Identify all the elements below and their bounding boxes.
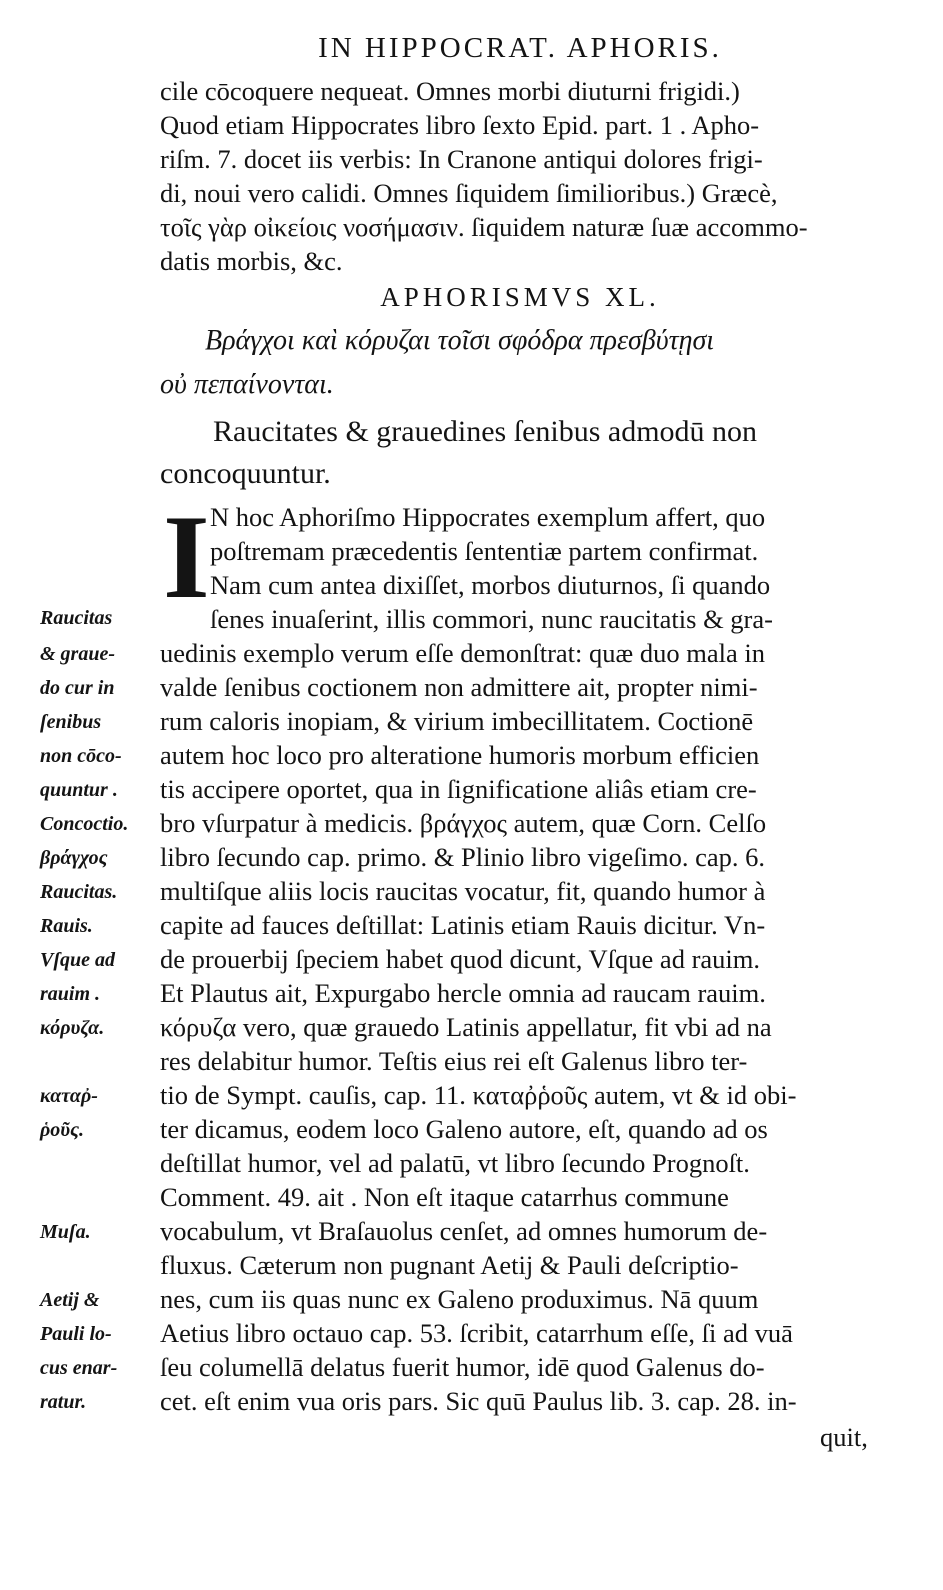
text-line: Quod etiam Hippocrates libro ſexto Epid. part. 1 . Apho- — [160, 110, 760, 140]
marginal-note: Aetij & — [40, 1289, 100, 1311]
running-head: IN HIPPOCRAT. APHORIS. — [318, 32, 722, 64]
marginal-note: non cōco- — [40, 745, 122, 767]
marginal-note: κόρυζα. — [40, 1017, 105, 1039]
text-line: valde ſenibus coctionem non admittere ait, propter nimi- — [160, 672, 758, 702]
aphorism-heading: APHORISMVS XL. — [380, 282, 660, 312]
marginal-note: ratur. — [40, 1391, 87, 1413]
text-line: ſenes inuaſerint, illis commori, nunc raucitatis & gra- — [210, 604, 773, 634]
marginal-note: ῥοῦς. — [40, 1119, 85, 1141]
drop-cap: I — [163, 490, 210, 623]
marginal-note: Vſque ad — [40, 949, 115, 971]
text-line: poſtremam præcedentis ſententiæ partem confirmat. — [210, 536, 759, 566]
text-line: Aetius libro octauo cap. 53. ſcribit, catarrhum eſſe, ſi ad vuā — [160, 1318, 793, 1348]
marginal-note: do cur in — [40, 677, 115, 699]
text-line: di, noui vero calidi. Omnes ſiquidem ſimilioribus.) Græcè, — [160, 178, 778, 208]
text-line: Nam cum antea dixiſſet, morbos diuturnos, ſi quando — [210, 570, 771, 600]
text-line: cile cōcoquere nequeat. Omnes morbi diuturni frigidi.) — [160, 76, 740, 106]
text-line: cet. eſt enim vua oris pars. Sic quū Paulus lib. 3. cap. 28. in- — [160, 1386, 797, 1416]
catch-word: quit, — [820, 1422, 868, 1452]
marginal-note: Muſa. — [40, 1221, 91, 1243]
marginal-note: βράγχος — [40, 847, 108, 869]
text-line: deſtillat humor, vel ad palatū, vt libro ſecundo Prognoſt. — [160, 1148, 750, 1178]
text-line: tio de Sympt. cauſis, cap. 11. καταῤῥοῦς autem, vt & id obi- — [160, 1080, 797, 1110]
marginal-note: Pauli lo- — [40, 1323, 112, 1345]
continuation-text — [160, 74, 890, 278]
marginal-note: Raucitas — [40, 607, 113, 629]
text-line: nes, cum iis quas nunc ex Galeno produximus. Nā quum — [160, 1284, 759, 1314]
commentary-text — [160, 490, 890, 1418]
text-line: de prouerbij ſpeciem habet quod dicunt, Vſque ad rauim. — [160, 944, 761, 974]
marginal-note: Concoctio. — [40, 813, 129, 835]
latin-translation-line: concoquuntur. — [160, 457, 331, 490]
text-line: riſm. 7. docet iis verbis: In Cranone antiqui dolores frigi- — [160, 144, 763, 174]
marginal-note: cus enar- — [40, 1357, 118, 1379]
marginal-note: καταῤ- — [40, 1085, 98, 1107]
text-line: τοῖς γὰρ οἰκείοις νοσήμασιν. ſiquidem naturæ ſuæ accommo- — [160, 212, 808, 242]
marginal-note: Rauis. — [40, 915, 93, 937]
text-line: capite ad fauces deſtillat: Latinis etiam Rauis dicitur. Vn- — [160, 910, 766, 940]
marginal-note: & graue- — [40, 643, 115, 665]
text-line: fluxus. Cæterum non pugnant Aetij & Pauli deſcriptio- — [160, 1250, 739, 1280]
text-line: multiſque aliis locis raucitas vocatur, fit, quando humor à — [160, 876, 766, 906]
greek-line: Βράγχοι καὶ κόρυζαι τοῖσι σφόδρα πρεσβύτῃσι — [205, 325, 715, 356]
text-line: libro ſecundo cap. primo. & Plinio libro vigeſimo. cap. 6. — [160, 842, 765, 872]
text-line: rum caloris inopiam, & virium imbecillitatem. Coctionē — [160, 706, 754, 736]
marginal-note: Raucitas. — [40, 881, 118, 903]
text-line: Comment. 49. ait . Non eſt itaque catarrhus commune — [160, 1182, 729, 1212]
text-line: bro vſurpatur à medicis. βράγχος autem, quæ Corn. Celſo — [160, 808, 767, 838]
marginal-note: quuntur . — [40, 779, 118, 801]
marginal-note: rauim . — [40, 983, 101, 1005]
text-line: autem hoc loco pro alteratione humoris morbum efficien — [160, 740, 760, 770]
text-line: vocabulum, vt Braſauolus cenſet, ad omnes humorum de- — [160, 1216, 768, 1246]
marginal-note: ſenibus — [40, 711, 102, 733]
text-line: uedinis exemplo verum eſſe demonſtrat: quæ duo mala in — [160, 638, 765, 668]
latin-translation-line: Raucitates & grauedines ſenibus admodū non — [213, 415, 758, 448]
text-line: κόρυζα vero, quæ grauedo Latinis appellatur, fit vbi ad na — [160, 1012, 772, 1042]
text-line: ſeu columellā delatus fuerit humor, idē quod Galenus do- — [160, 1352, 765, 1382]
greek-line: οὐ πεπαίνονται. — [160, 369, 334, 400]
text-line: res delabitur humor. Teſtis eius rei eſt Galenus libro ter- — [160, 1046, 748, 1076]
text-line: datis morbis, &c. — [160, 246, 343, 276]
text-line: tis accipere oportet, qua in ſignificatione aliâs etiam cre- — [160, 774, 757, 804]
text-line: Et Plautus ait, Expurgabo hercle omnia ad raucam rauim. — [160, 978, 766, 1008]
text-line: ter dicamus, eodem loco Galeno autore, eſt, quando ad os — [160, 1114, 768, 1144]
text-line: N hoc Aphoriſmo Hippocrates exemplum affert, quo — [210, 502, 766, 532]
